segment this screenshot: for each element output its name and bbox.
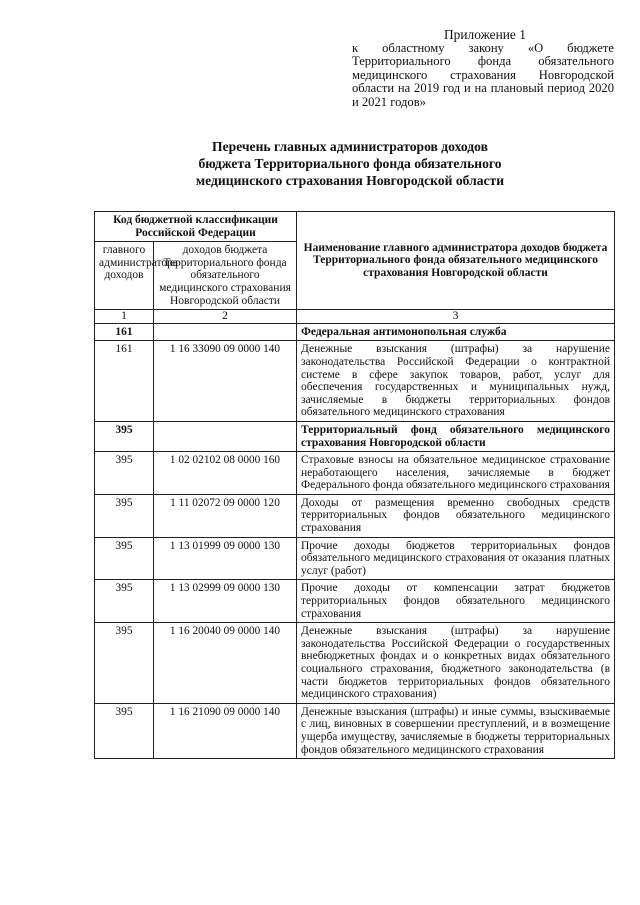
document-title <box>150 138 550 189</box>
code-group-header: Код бюджетной классификации Российской Федерации <box>95 212 297 242</box>
name-cell: Федеральная антимонопольная служба <box>297 323 615 341</box>
admin-code-cell: 395 <box>95 452 154 495</box>
budget-code-cell <box>154 323 297 341</box>
admin-code-cell: 395 <box>95 703 154 758</box>
document-title-line: бюджета Территориального фонда обязательного <box>198 156 502 171</box>
admin-code-cell: 395 <box>95 580 154 623</box>
budget-code-cell: 1 13 01999 09 0000 130 <box>154 537 297 580</box>
table-row <box>95 494 615 537</box>
column-number-row <box>95 310 615 324</box>
name-cell: Денежные взыскания (штрафы) за нарушение законодательства Российской Федерации о контрактной системе в сфере закупок товаров, работ, услуг для обеспечения государственных и муниципальных нужд, зачисляемые в бюджеты территориальных фондов обязательного медицинского страхования <box>297 341 615 422</box>
table-row <box>95 323 615 341</box>
budget-code-cell: 1 16 20040 09 0000 140 <box>154 623 297 704</box>
admin-code-cell: 395 <box>95 494 154 537</box>
table-row <box>95 452 615 495</box>
admin-code-cell: 161 <box>95 323 154 341</box>
budget-code-cell: 1 16 21090 09 0000 140 <box>154 703 297 758</box>
admin-code-cell: 395 <box>95 623 154 704</box>
name-cell: Прочие доходы бюджетов территориальных фондов обязательного медицинского страхования от оказания платных услуг (работ) <box>297 537 615 580</box>
admin-column-header: главного администратора доходов <box>95 242 154 310</box>
name-cell: Страховые взносы на обязательное медицинское страхование неработающего населения, зачисляемые в бюджет Федерального фонда обязательного медицинского страхования <box>297 452 615 495</box>
appendix-text: к областному закону «О бюджете Территориального фонда обязательного медицинского страхования Новгородской области на 2019 год и на плановый период 2020 и 2021 годов» <box>352 40 614 109</box>
name-cell: Денежные взыскания (штрафы) за нарушение законодательства Российской Федерации о государственных внебюджетных фондах и о конкретных видах обязательного социального страхования, бюджетного законодательства (в части бюджетов территориальных фондов обязательного медицинского страхования) <box>297 623 615 704</box>
table-row <box>95 421 615 451</box>
budget-code-cell: 1 16 33090 09 0000 140 <box>154 341 297 422</box>
appendix-title: Приложение 1 <box>444 27 526 42</box>
code-column-header: доходов бюджета Территориального фонда обязательного медицинского страхования Новгородской области <box>154 242 297 310</box>
table-row <box>95 623 615 704</box>
document-title-line: Перечень главных администраторов доходов <box>212 139 488 154</box>
budget-code-cell: 1 02 02102 08 0000 160 <box>154 452 297 495</box>
table-row <box>95 537 615 580</box>
admin-code-cell: 161 <box>95 341 154 422</box>
name-cell: Прочие доходы от компенсации затрат бюджетов территориальных фондов обязательного медицинского страхования <box>297 580 615 623</box>
column-number: 3 <box>297 310 615 324</box>
name-cell: Денежные взыскания (штрафы) и иные суммы, взыскиваемые с лиц, виновных в совершении преступлений, и в возмещение ущерба имуществу, зачисляемые в бюджеты территориальных фондов обязательного медицинского страхования <box>297 703 615 758</box>
name-cell: Доходы от размещения временно свободных средств территориальных фондов обязательного медицинского страхования <box>297 494 615 537</box>
column-number: 2 <box>154 310 297 324</box>
document-title-line: медицинского страхования Новгородской области <box>195 173 505 188</box>
name-cell: Территориальный фонд обязательного медицинского страхования Новгородской области <box>297 421 615 451</box>
budget-code-cell: 1 11 02072 09 0000 120 <box>154 494 297 537</box>
name-column-header: Наименование главного администратора доходов бюджета Территориального фонда обязательного медицинского страхования Новгородской области <box>297 212 615 310</box>
admin-code-cell: 395 <box>95 537 154 580</box>
budget-code-cell <box>154 421 297 451</box>
table-row <box>95 703 615 758</box>
table-row <box>95 580 615 623</box>
administrators-table <box>94 211 615 759</box>
appendix-block <box>352 28 614 110</box>
table-row <box>95 341 615 422</box>
column-number: 1 <box>95 310 154 324</box>
budget-code-cell: 1 13 02999 09 0000 130 <box>154 580 297 623</box>
admin-code-cell: 395 <box>95 421 154 451</box>
